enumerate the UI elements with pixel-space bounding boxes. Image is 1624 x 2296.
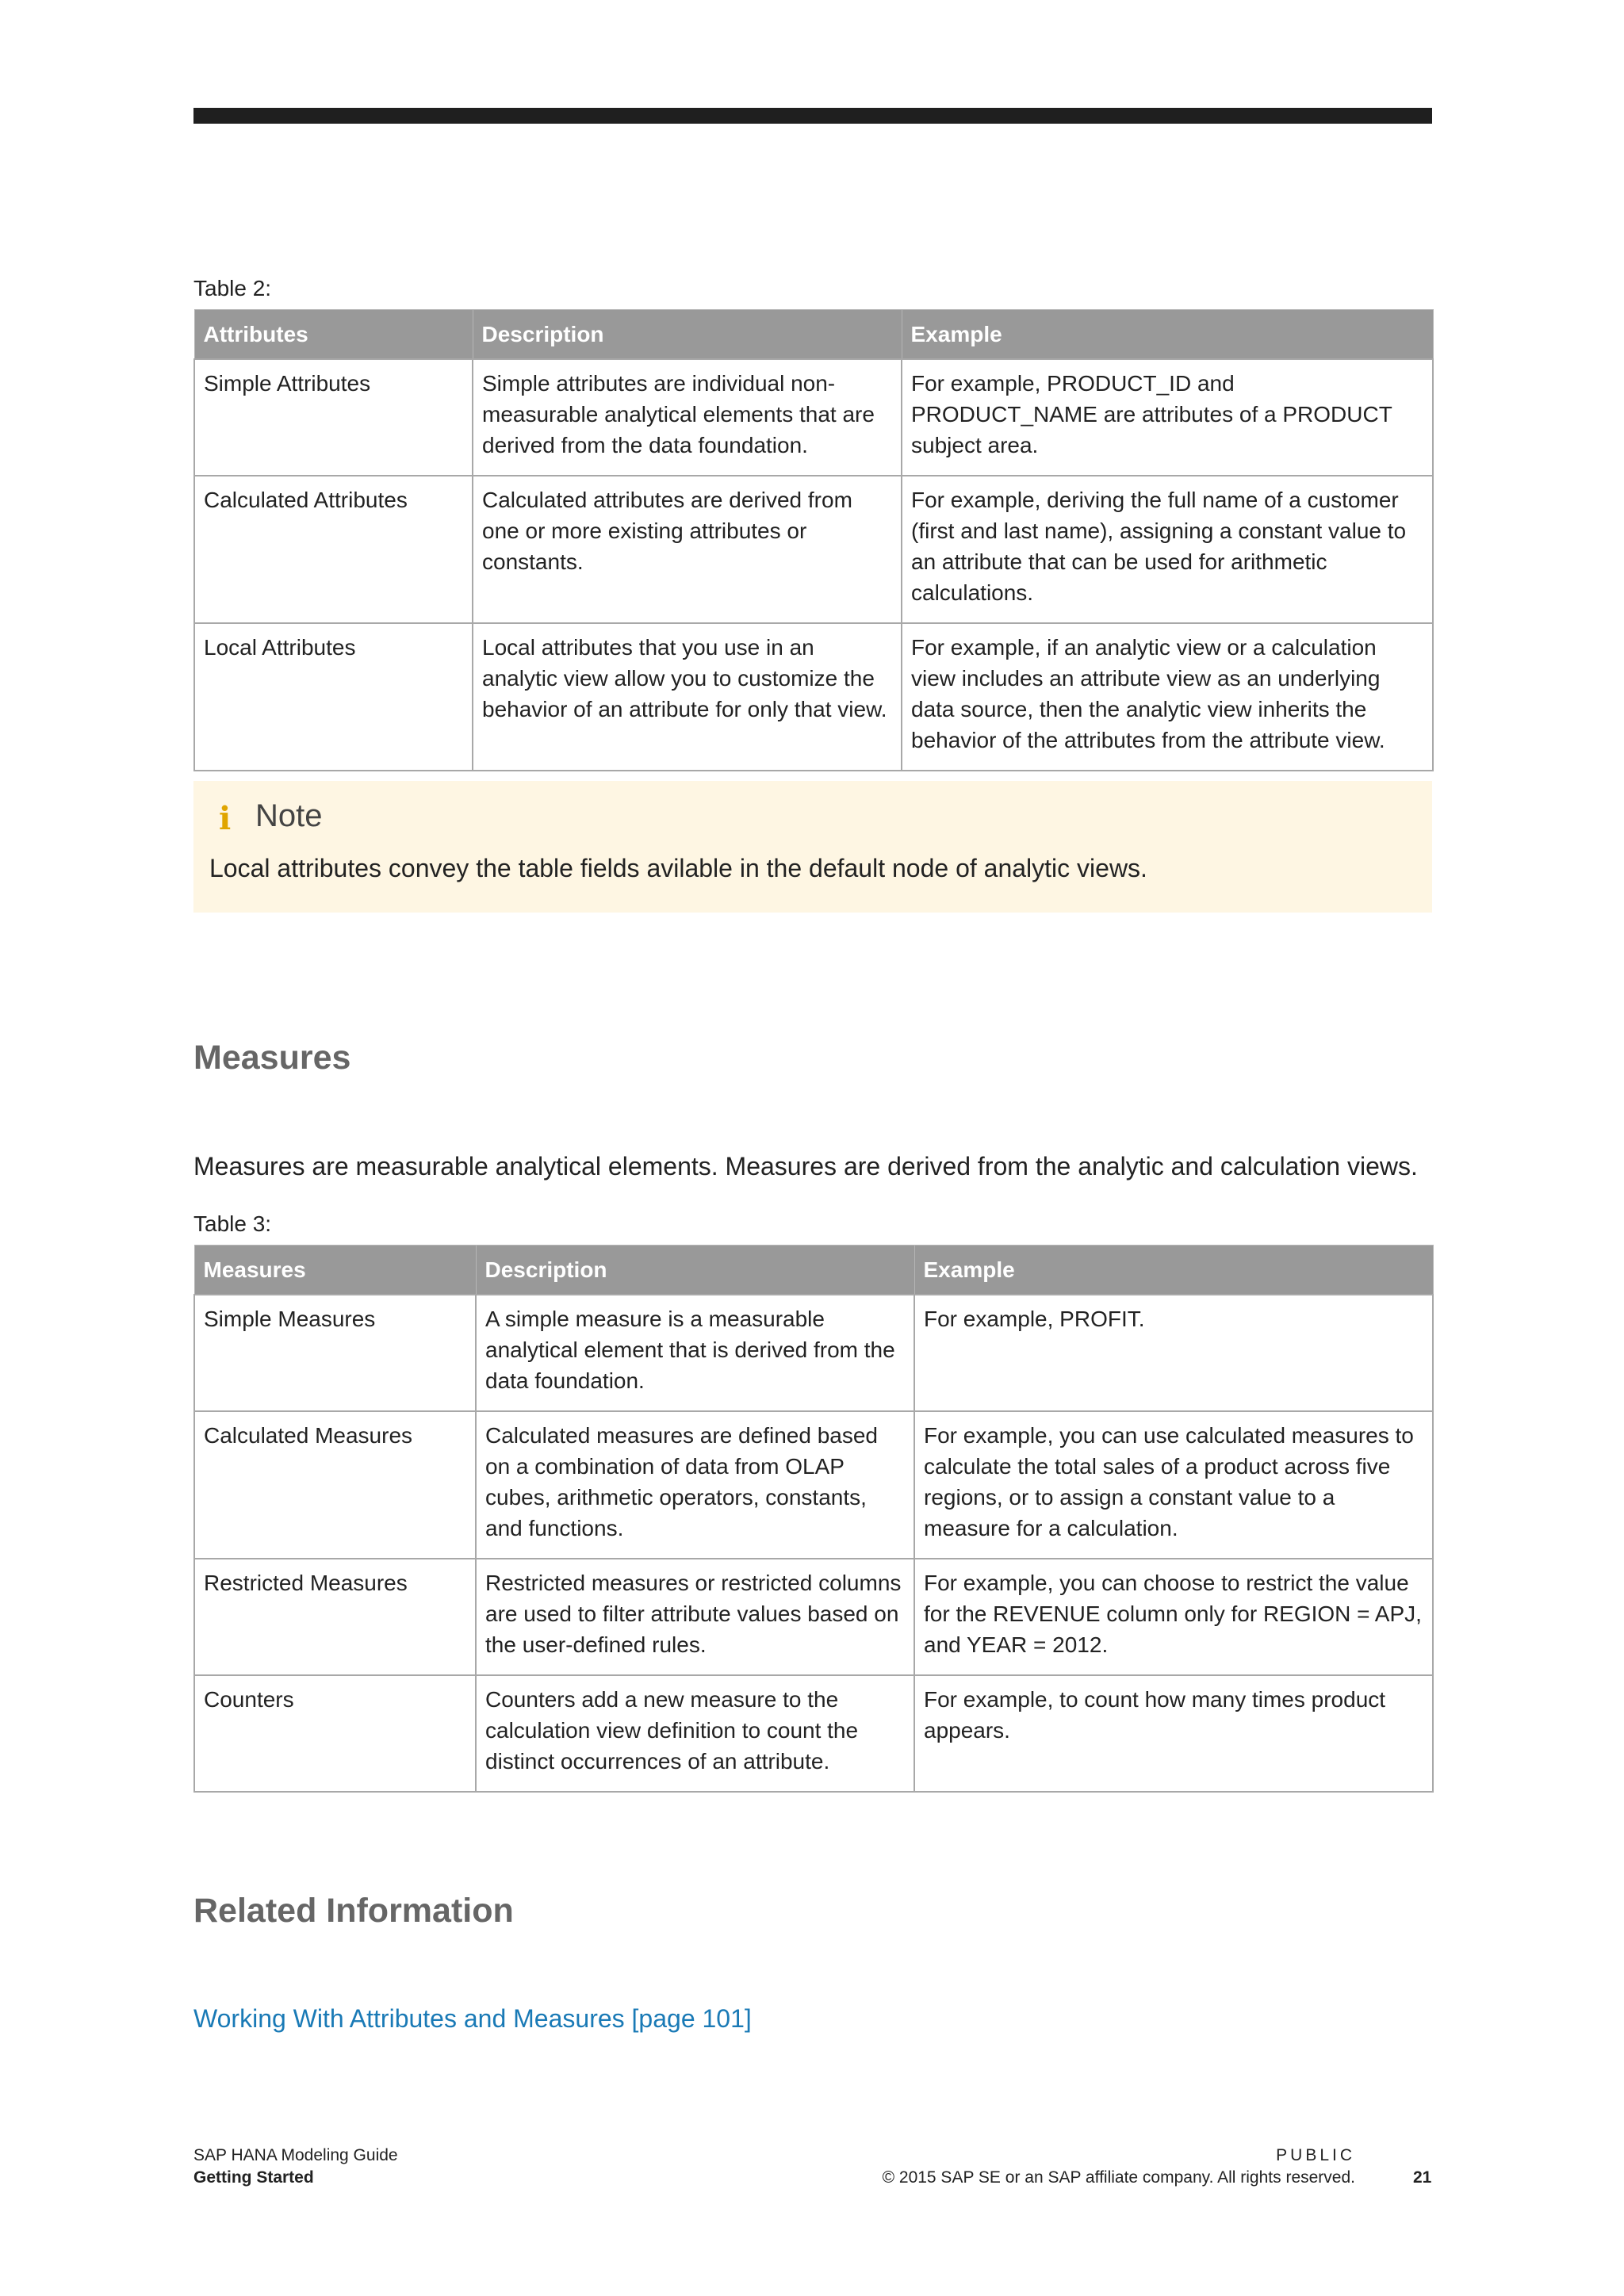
table-cell: Calculated Attributes xyxy=(194,476,473,623)
table-row xyxy=(194,359,1433,476)
footer-left xyxy=(193,2145,398,2189)
table-cell: For example, PROFIT. xyxy=(914,1295,1433,1411)
table-cell: Restricted Measures xyxy=(194,1559,476,1675)
table-cell: Simple Measures xyxy=(194,1295,476,1411)
table-cell: Counters xyxy=(194,1675,476,1792)
table-cell: For example, deriving the full name of a customer (first and last name), assigning a constant value to an attribute that can be used for arithmetic calculations. xyxy=(902,476,1433,623)
column-header: Description xyxy=(476,1246,914,1295)
footer-copyright: © 2015 SAP SE or an SAP affiliate company. All rights reserved. xyxy=(882,2168,1355,2187)
page-number: 21 xyxy=(1413,2168,1432,2187)
table-cell: Restricted measures or restricted columns are used to filter attribute values based on the user-defined rules. xyxy=(476,1559,914,1675)
footer-right xyxy=(883,2145,1355,2189)
table-row xyxy=(194,476,1433,623)
measures-intro: Measures are measurable analytical elements. Measures are derived from the analytic and calculation views. xyxy=(193,1152,1418,1181)
table-cell: A simple measure is a measurable analytical element that is derived from the data foundation. xyxy=(476,1295,914,1411)
table-cell: For example, if an analytic view or a calculation view includes an attribute view as an underlying data source, then the analytic view inherits the behavior of the attributes from the attribute view. xyxy=(902,623,1433,771)
table-header-row xyxy=(194,310,1433,360)
footer-classification: PUBLIC xyxy=(1276,2146,1355,2164)
table-header-row xyxy=(194,1246,1433,1295)
column-header: Description xyxy=(473,310,902,360)
related-link[interactable]: Working With Attributes and Measures [page 101] xyxy=(193,2004,752,2033)
footer-guide-title: SAP HANA Modeling Guide xyxy=(193,2146,398,2164)
table-cell: For example, you can use calculated measures to calculate the total sales of a product across five regions, or to assign a constant value to a measure for a calculation. xyxy=(914,1411,1433,1559)
table-row xyxy=(194,1675,1433,1792)
table-row xyxy=(194,1411,1433,1559)
attributes-table xyxy=(193,309,1434,771)
column-header: Measures xyxy=(194,1246,476,1295)
table3-caption: Table 3: xyxy=(193,1211,272,1236)
table2-caption: Table 2: xyxy=(193,276,272,300)
table-row xyxy=(194,1295,1433,1411)
column-header: Example xyxy=(914,1246,1433,1295)
table-cell: For example, to count how many times product appears. xyxy=(914,1675,1433,1792)
column-header: Attributes xyxy=(194,310,473,360)
note-title: Note xyxy=(255,798,323,833)
header-rule xyxy=(193,108,1432,124)
table-cell: Simple attributes are individual non-measurable analytical elements that are derived from the data foundation. xyxy=(473,359,902,476)
table-cell: Calculated attributes are derived from one or more existing attributes or constants. xyxy=(473,476,902,623)
info-icon: i xyxy=(219,800,232,837)
table-cell: For example, PRODUCT_ID and PRODUCT_NAME are attributes of a PRODUCT subject area. xyxy=(902,359,1433,476)
table-cell: Local Attributes xyxy=(194,623,473,771)
measures-table xyxy=(193,1245,1434,1793)
table-row xyxy=(194,1559,1433,1675)
table-cell: Simple Attributes xyxy=(194,359,473,476)
table-cell: For example, you can choose to restrict the value for the REVENUE column only for REGION = APJ, and YEAR = 2012. xyxy=(914,1559,1433,1675)
table-cell: Calculated Measures xyxy=(194,1411,476,1559)
related-heading: Related Information xyxy=(193,1892,514,1930)
measures-heading: Measures xyxy=(193,1039,351,1077)
note-text: Local attributes convey the table fields avilable in the default node of analytic views. xyxy=(209,854,1147,882)
table-cell: Calculated measures are defined based on a combination of data from OLAP cubes, arithmetic operators, constants, and functions. xyxy=(476,1411,914,1559)
footer-chapter: Getting Started xyxy=(193,2168,314,2187)
note-box xyxy=(193,781,1432,913)
table-row xyxy=(194,623,1433,771)
table-cell: Local attributes that you use in an analytic view allow you to customize the behavior of an attribute for only that view. xyxy=(473,623,902,771)
column-header: Example xyxy=(902,310,1433,360)
table-cell: Counters add a new measure to the calculation view definition to count the distinct occurrences of an attribute. xyxy=(476,1675,914,1792)
